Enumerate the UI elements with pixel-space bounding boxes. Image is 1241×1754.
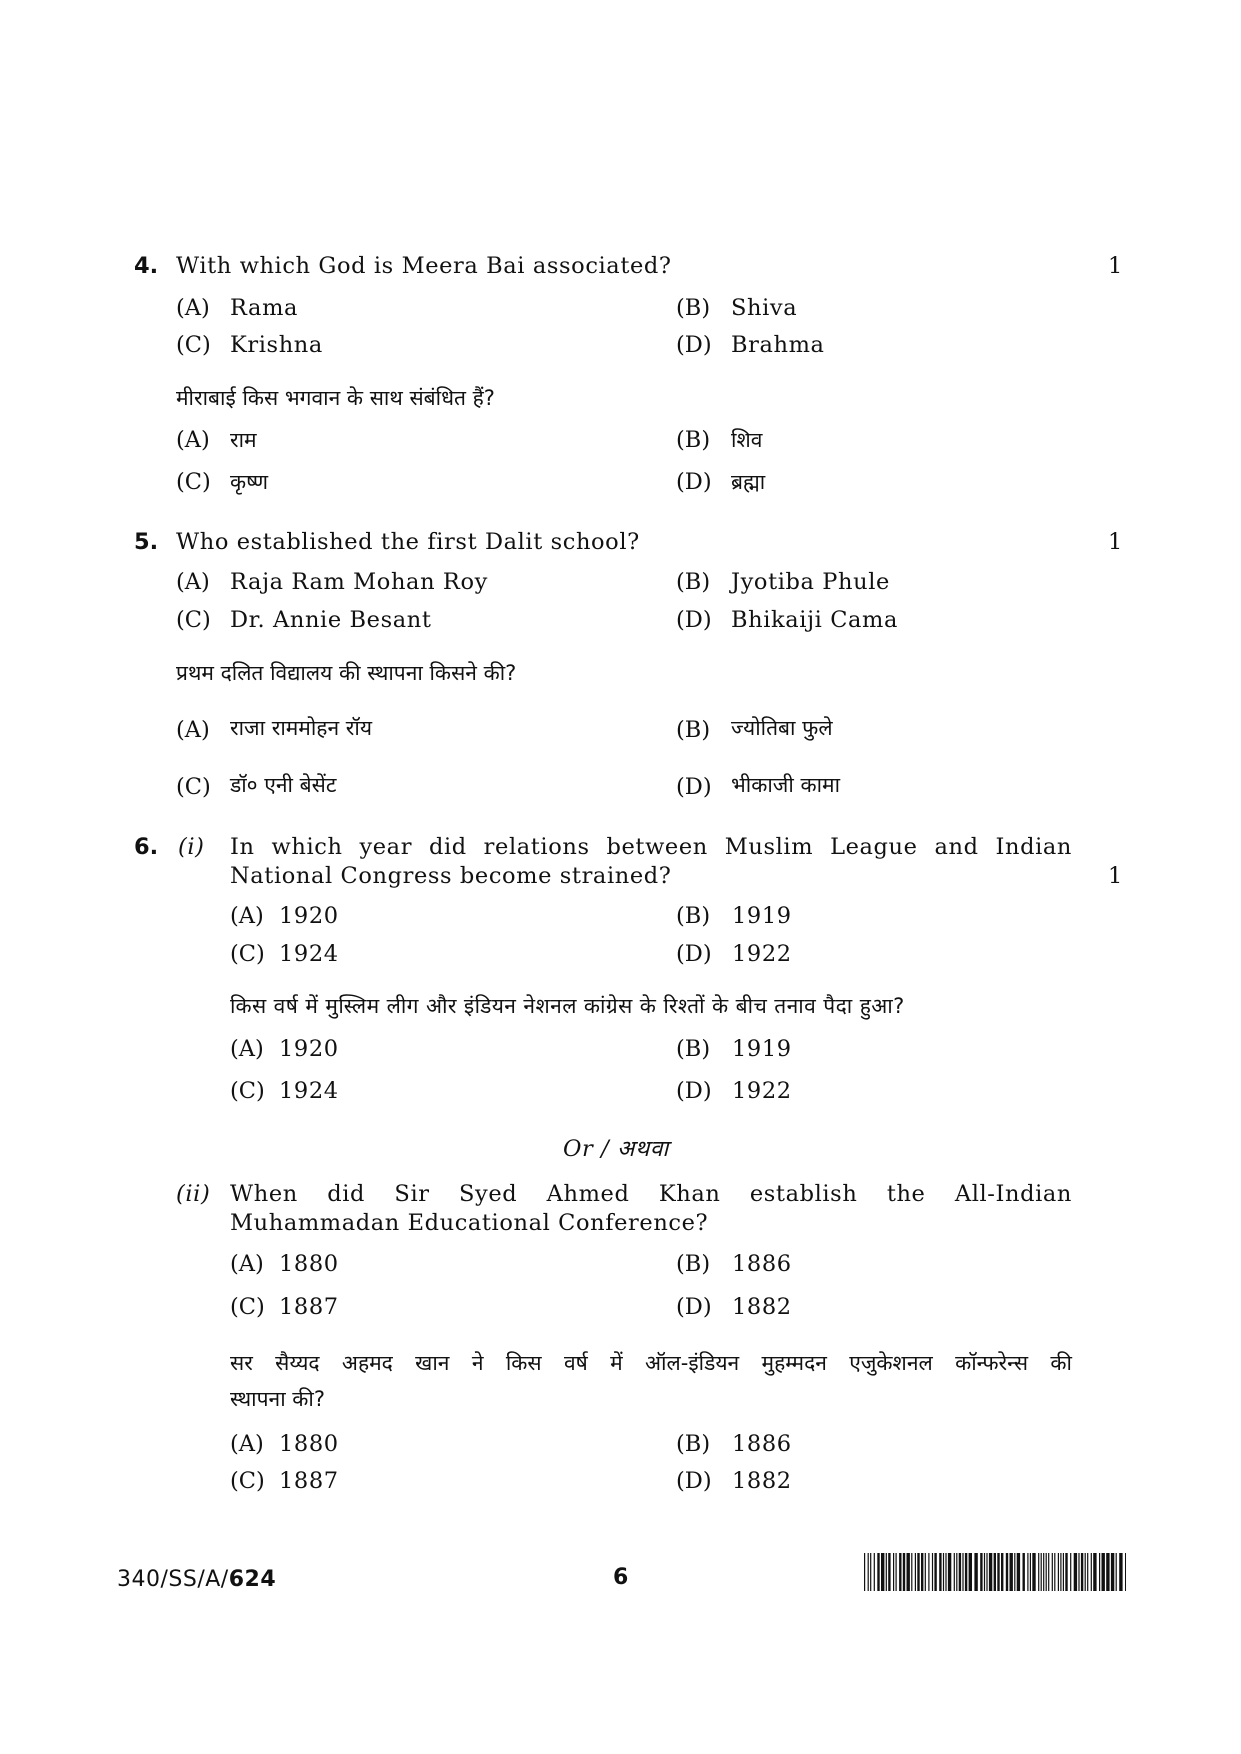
question-text-hi-line2: स्थापना की? [230,1387,326,1411]
question-number: 6. [134,834,159,860]
option-text: Rama [230,295,299,321]
option-label: (B) [676,717,711,743]
option-text: राजा राममोहन रॉय [230,716,372,740]
option-text: 1920 [279,1036,339,1062]
option-label: (A) [176,717,210,743]
option-text: Raja Ram Mohan Roy [230,569,488,595]
option-text: Dr. Annie Besant [230,607,432,633]
marks: 1 [1108,529,1123,555]
option-label: (A) [176,569,210,595]
option-label: (D) [676,941,712,967]
option-text: Brahma [731,332,825,358]
paper-code [117,1567,276,1592]
option-text: शिव [731,428,763,452]
option-label: (B) [676,1431,711,1457]
option-label: (C) [230,941,265,967]
option-label: (B) [676,295,711,321]
option-label: (A) [230,903,264,929]
option-label: (C) [176,469,211,495]
question-text-en-line1: When did Sir Syed Ahmed Khan establish the All-Indian [230,1181,1072,1207]
marks: 1 [1108,863,1123,889]
option-text: राम [230,428,257,452]
option-label: (B) [676,1036,711,1062]
option-text: 1924 [279,1078,339,1104]
question-text-en-line2: Muhammadan Educational Conference? [230,1210,709,1236]
option-text: 1924 [279,941,339,967]
part-label: (ii) [176,1181,211,1207]
option-text: 1882 [732,1294,792,1320]
option-label: (A) [230,1431,264,1457]
option-text: 1920 [279,903,339,929]
question-text-en-line2: National Congress become strained? [230,863,672,889]
option-text: ब्रह्मा [731,470,766,494]
option-label: (A) [176,427,210,453]
barcode-image [864,1553,1126,1591]
option-text: 1922 [732,1078,792,1104]
option-text: 1919 [732,1036,792,1062]
paper-code-number: 624 [228,1567,277,1592]
part-label: (i) [178,834,205,860]
paper-code-prefix: 340/SS/A/ [117,1567,229,1592]
option-text: भीकाजी कामा [731,773,841,797]
question-text-en-line1: In which year did relations between Muslim League and Indian [230,834,1072,860]
question-text-hi: प्रथम दलित विद्यालय की स्थापना किसने की? [176,661,517,685]
option-text: 1886 [732,1431,792,1457]
option-label: (C) [230,1078,265,1104]
option-text: 1882 [732,1468,792,1494]
option-text: कृष्ण [230,470,269,494]
option-text: 1887 [279,1294,339,1320]
question-text-hi: किस वर्ष में मुस्लिम लीग और इंडियन नेशनल कांग्रेस के रिश्तों के बीच तनाव पैदा हुआ? [230,994,905,1018]
option-label: (D) [676,332,712,358]
option-text: 1880 [279,1431,339,1457]
option-label: (A) [230,1036,264,1062]
option-label: (B) [676,1251,711,1277]
or-divider: Or / अथवा [563,1136,669,1162]
option-label: (B) [676,427,711,453]
option-text: 1922 [732,941,792,967]
option-label: (D) [676,1078,712,1104]
option-label: (A) [176,295,210,321]
marks: 1 [1108,253,1123,279]
option-label: (D) [676,607,712,633]
question-text-hi-line1: सर सैय्यद अहमद खान ने किस वर्ष में ऑल-इंडियन मुहम्मदन एजुकेशनल कॉन्फरेन्स की [230,1351,1072,1375]
option-label: (C) [176,607,211,633]
page-number: 6 [613,1565,629,1590]
option-label: (C) [176,332,211,358]
option-text: 1919 [732,903,792,929]
option-text: 1880 [279,1251,339,1277]
option-text: Jyotiba Phule [731,569,890,595]
question-text-hi: मीराबाई किस भगवान के साथ संबंधित हैं? [176,386,495,410]
option-label: (D) [676,774,712,800]
question-text-en: With which God is Meera Bai associated? [176,253,672,279]
question-number: 5. [134,529,159,555]
option-label: (C) [230,1294,265,1320]
option-text: ज्योतिबा फुले [731,716,833,740]
option-text: डॉ० एनी बेसेंट [230,773,337,797]
option-text: Krishna [230,332,323,358]
question-text-en: Who established the first Dalit school? [176,529,640,555]
option-text: 1886 [732,1251,792,1277]
question-number: 4. [134,253,159,279]
option-label: (A) [230,1251,264,1277]
option-text: Shiva [731,295,798,321]
option-text: Bhikaiji Cama [731,607,898,633]
option-label: (C) [230,1468,265,1494]
option-label: (C) [176,774,211,800]
option-label: (D) [676,469,712,495]
option-text: 1887 [279,1468,339,1494]
option-label: (B) [676,569,711,595]
option-label: (D) [676,1468,712,1494]
option-label: (D) [676,1294,712,1320]
option-label: (B) [676,903,711,929]
